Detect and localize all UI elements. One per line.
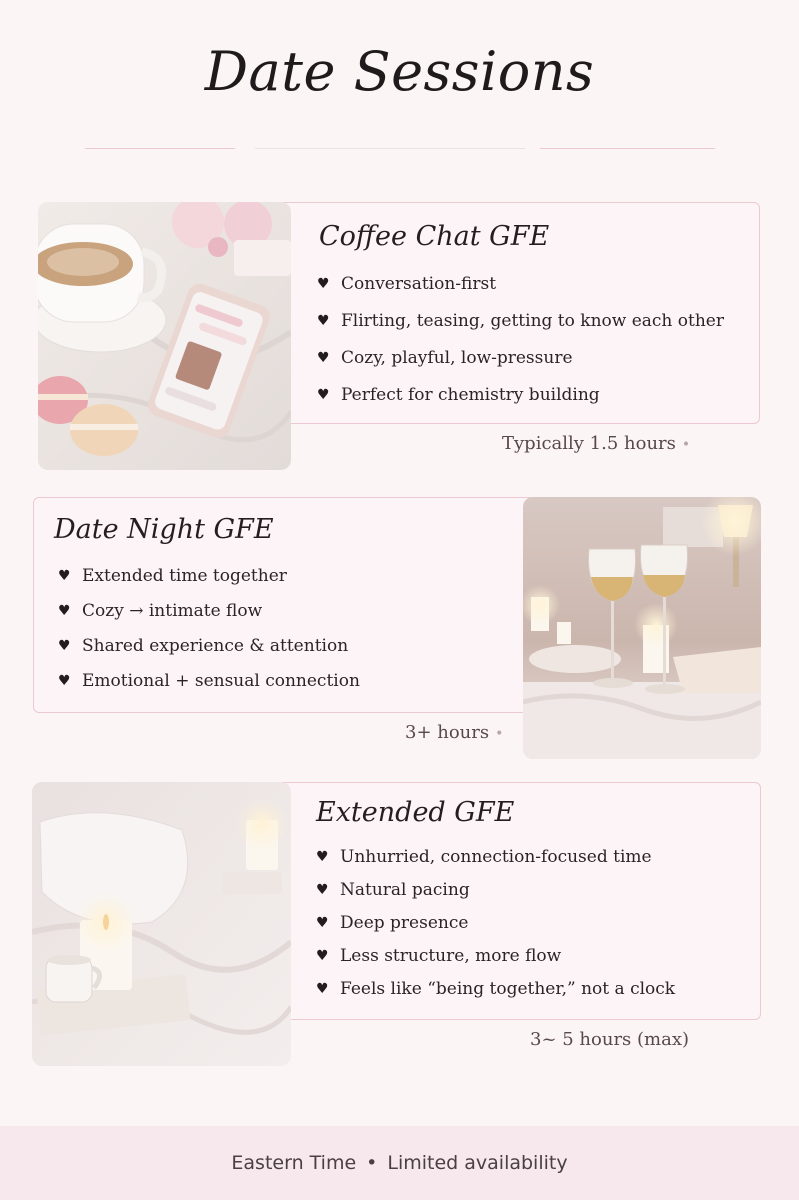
footer-timezone: Eastern Time (231, 1152, 357, 1174)
feature-item: ♥ Cozy, playful, low-pressure (317, 347, 573, 368)
page-title: Date Sessions (204, 40, 595, 103)
session-title: Date Night GFE (54, 514, 274, 545)
feature-item: ♥ Emotional + sensual connection (58, 670, 360, 691)
feature-item: ♥ Shared experience & attention (58, 635, 349, 656)
bullet-dot-icon: • (495, 726, 504, 742)
session-duration: Typically 1.5 hours • (502, 433, 691, 454)
heart-icon: ♥ (316, 881, 329, 898)
divider-center (255, 148, 525, 149)
session-duration: 3+ hours • (405, 722, 504, 743)
feature-list (316, 840, 675, 1005)
heart-icon: ♥ (316, 848, 329, 865)
heart-icon: ♥ (58, 672, 71, 689)
heart-icon: ♥ (316, 947, 329, 964)
feature-item: ♥ Unhurried, connection-focused time (316, 846, 652, 867)
heart-icon: ♥ (317, 386, 330, 403)
heart-icon: ♥ (317, 349, 330, 366)
footer-band (0, 1126, 799, 1200)
heart-icon: ♥ (317, 312, 330, 329)
feature-item: ♥ Cozy → intimate flow (58, 600, 263, 621)
footer-availability: Limited availability (387, 1152, 568, 1174)
session-duration: 3~ 5 hours (max) (530, 1029, 690, 1050)
heart-icon: ♥ (316, 980, 329, 997)
heart-icon: ♥ (58, 637, 71, 654)
heart-icon: ♥ (317, 275, 330, 292)
session-text-box (33, 497, 543, 713)
feature-item: ♥ Flirting, teasing, getting to know each other (317, 310, 724, 331)
bedroom-candle-photo (32, 782, 291, 1066)
feature-list (317, 265, 724, 413)
heart-icon: ♥ (58, 602, 71, 619)
wine-candles-photo (523, 497, 761, 759)
divider-left (85, 148, 235, 149)
heart-icon: ♥ (58, 567, 71, 584)
bullet-dot-icon: • (681, 437, 691, 453)
feature-item: ♥ Deep presence (316, 912, 469, 933)
feature-item: ♥ Perfect for chemistry building (317, 384, 600, 405)
session-title: Extended GFE (316, 797, 515, 828)
heart-icon: ♥ (316, 914, 329, 931)
coffee-phone-photo (38, 202, 291, 470)
feature-item: ♥ Natural pacing (316, 879, 470, 900)
feature-item: ♥ Less structure, more flow (316, 945, 562, 966)
session-text-box (270, 782, 761, 1020)
feature-item: ♥ Conversation-first (317, 273, 497, 294)
session-text-box (270, 202, 760, 424)
feature-item: ♥ Extended time together (58, 565, 287, 586)
feature-item: ♥ Feels like “being together,” not a clock (316, 978, 676, 999)
session-title: Coffee Chat GFE (319, 221, 550, 252)
footer-separator: • (366, 1152, 378, 1174)
feature-list (58, 558, 360, 698)
divider-right (540, 148, 715, 149)
